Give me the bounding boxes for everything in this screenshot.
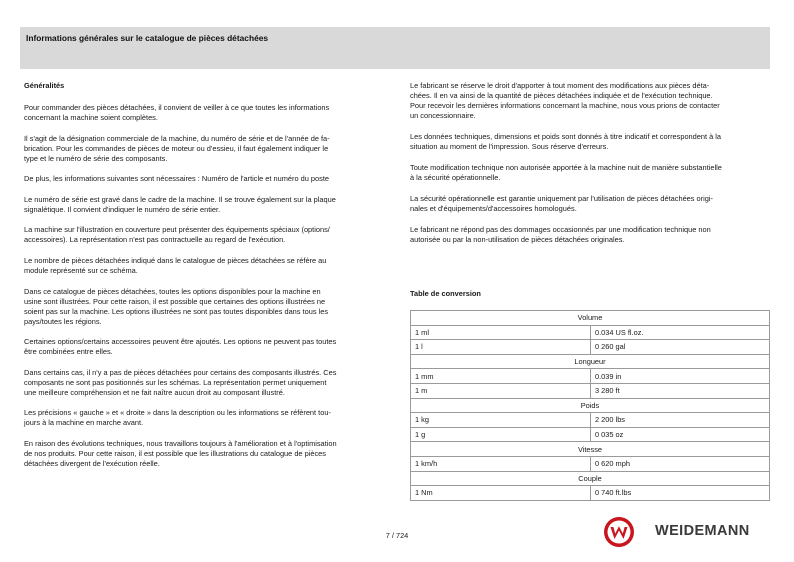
right-paragraph xyxy=(410,163,770,183)
table-row xyxy=(411,486,770,501)
text-line: jours à la machine en marche avant. xyxy=(24,418,144,428)
text-line: Les données techniques, dimensions et poids sont donnés à titre indicatif et correspondent à la xyxy=(410,132,722,141)
value-cell: 0.039 in xyxy=(591,369,770,384)
text-line: Le nombre de pièces détachées indiqué dans le catalogue de pièces détachées se réfère au xyxy=(24,255,327,265)
left-paragraphs xyxy=(24,103,390,469)
right-paragraph xyxy=(410,132,770,152)
right-paragraph xyxy=(410,194,770,214)
left-paragraph xyxy=(24,337,390,357)
text-line: à la sécurité opérationnelle. xyxy=(410,173,501,182)
text-line: Les précisions « gauche » et « droite » dans la description ou les informations se réfèrent tou- xyxy=(24,408,331,418)
table-row xyxy=(411,456,770,471)
text-line: brication. Pour les commandes de pièces de moteur ou d'essieu, il faut également indiquer le xyxy=(24,143,329,153)
table-row xyxy=(411,340,770,355)
text-line: soient pas sur la machine. Les options illustrées ne sont pas toutes disponibles dans tous les xyxy=(24,306,329,316)
text-line: autorisée ou par la non-utilisation de pièces détachées originales. xyxy=(410,235,625,244)
brand-name: WEIDEMANN xyxy=(655,523,750,539)
conversion-table-title: Table de conversion xyxy=(410,289,481,298)
unit-cell: 1 Nm xyxy=(411,486,591,501)
table-row xyxy=(411,383,770,398)
left-paragraph xyxy=(24,287,390,327)
table-row xyxy=(411,369,770,384)
conversion-group-header: Couple xyxy=(411,471,770,486)
left-paragraph xyxy=(24,256,390,276)
text-line: Pour commander des pièces détachées, il convient de veiller à ce que toutes les informations xyxy=(24,103,330,112)
text-line: être combinées entre elles. xyxy=(24,347,113,357)
table-row xyxy=(411,413,770,428)
conversion-group-header: Vitesse xyxy=(411,442,770,457)
value-cell: 0.034 US fl.oz. xyxy=(591,325,770,340)
table-row xyxy=(411,427,770,442)
value-cell: 3 280 ft xyxy=(591,383,770,398)
text-line: module représenté sur ce schéma. xyxy=(24,265,138,275)
unit-cell: 1 g xyxy=(411,427,591,442)
right-column xyxy=(410,81,770,256)
left-paragraph xyxy=(24,134,390,164)
text-line: Dans ce catalogue de pièces détachées, toutes les options disponibles pour la machine en xyxy=(24,286,321,296)
text-line: En raison des évolutions techniques, nous travaillons toujours à l'amélioration et à l'optimisation xyxy=(24,438,337,448)
text-line: détachées divergent de l'exécution réelle. xyxy=(24,458,160,468)
left-paragraph xyxy=(24,408,390,428)
conversion-group-header: Volume xyxy=(411,311,770,326)
text-line: La machine sur l'illustration en couverture peut présenter des équipements spéciaux (options/ xyxy=(24,225,330,235)
text-line: signalétique. Il convient d'indiquer le numéro de série entier. xyxy=(24,204,221,214)
text-line: une meilleure compréhension et ne fait naître aucun droit au composant illustré. xyxy=(24,387,285,397)
text-line: Pour recevoir les dernières informations concernant la machine, nous vous prions de contacter xyxy=(410,101,720,110)
left-paragraph xyxy=(24,368,390,398)
text-line: un concessionnaire. xyxy=(410,111,476,120)
left-paragraph xyxy=(24,439,390,469)
text-line: Toute modification technique non autorisée apportée à la machine nuit de manière substantielle xyxy=(410,163,722,172)
weidemann-logo xyxy=(603,516,773,548)
text-line: usine sont illustrées. Pour cette raison, il est possible que certaines des options illustrées ne xyxy=(24,296,326,306)
right-paragraphs xyxy=(410,81,770,245)
header-band xyxy=(20,27,770,69)
text-line: concernant la machine soient complètes. xyxy=(24,113,158,122)
unit-cell: 1 m xyxy=(411,383,591,398)
text-line: Il s'agit de la désignation commerciale de la machine, du numéro de série et de l'année de fa- xyxy=(24,133,330,143)
text-line: Certaines options/certains accessoires peuvent être ajoutés. Les options ne peuvent pas toutes xyxy=(24,337,337,347)
text-line: accessoires). La représentation n'est pas contractuelle au regard de l'exécution. xyxy=(24,235,286,245)
text-line: Le fabricant ne répond pas des dommages occasionnés par une modification technique non xyxy=(410,225,711,234)
weidemann-logo-icon xyxy=(603,516,635,548)
page-title: Informations générales sur le catalogue de pièces détachées xyxy=(26,33,269,43)
text-line: situation au moment de l'impression. Sous réserve d'erreurs. xyxy=(410,142,609,151)
section-heading-generalites: Généralités xyxy=(24,81,65,90)
text-line: type et le numéro de série des composants. xyxy=(24,153,168,163)
unit-cell: 1 l xyxy=(411,340,591,355)
conversion-group-header: Poids xyxy=(411,398,770,413)
text-line: chées. Il en va ainsi de la quantité de pièces détachées indiquée et de l'exécution technique. xyxy=(410,91,713,100)
text-line: De plus, les informations suivantes sont nécessaires : Numéro de l'article et numéro du poste xyxy=(24,174,329,184)
unit-cell: 1 kg xyxy=(411,413,591,428)
unit-cell: 1 mm xyxy=(411,369,591,384)
text-line: Le numéro de série est gravé dans le cadre de la machine. Il se trouve également sur la plaque xyxy=(24,194,336,204)
text-line: Dans certains cas, il n'y a pas de pièces détachées pour certains des composants illustrés. Ces xyxy=(24,367,337,377)
left-column xyxy=(24,81,390,480)
unit-cell: 1 km/h xyxy=(411,456,591,471)
text-line: La sécurité opérationnelle est garantie uniquement par l'utilisation de pièces détachées origi- xyxy=(410,194,713,203)
left-paragraph xyxy=(24,225,390,245)
left-paragraph xyxy=(24,103,390,123)
page-number: 7 / 724 xyxy=(385,531,409,540)
table-row xyxy=(411,325,770,340)
right-paragraph xyxy=(410,81,770,121)
right-paragraph xyxy=(410,225,770,245)
conversion-table xyxy=(410,310,770,501)
left-paragraph xyxy=(24,195,390,215)
value-cell: 0 035 oz xyxy=(591,427,770,442)
text-line: Le fabricant se réserve le droit d'apporter à tout moment des modifications aux pièces déta- xyxy=(410,81,710,90)
left-paragraph xyxy=(24,174,390,184)
value-cell: 0 260 gal xyxy=(591,340,770,355)
text-line: nales et d'équipements/d'accessoires homologués. xyxy=(410,204,577,213)
text-line: de nos produits. Pour cette raison, il est possible que les illustrations du catalogue de pièces xyxy=(24,448,326,458)
value-cell: 0 740 ft.lbs xyxy=(591,486,770,501)
text-line: composants ne sont pas positionnés sur les schémas. La représentation permet uniquement xyxy=(24,377,327,387)
text-line: pays/toutes les régions. xyxy=(24,316,102,326)
value-cell: 0 620 mph xyxy=(591,456,770,471)
value-cell: 2 200 lbs xyxy=(591,413,770,428)
unit-cell: 1 ml xyxy=(411,325,591,340)
conversion-group-header: Longueur xyxy=(411,354,770,369)
